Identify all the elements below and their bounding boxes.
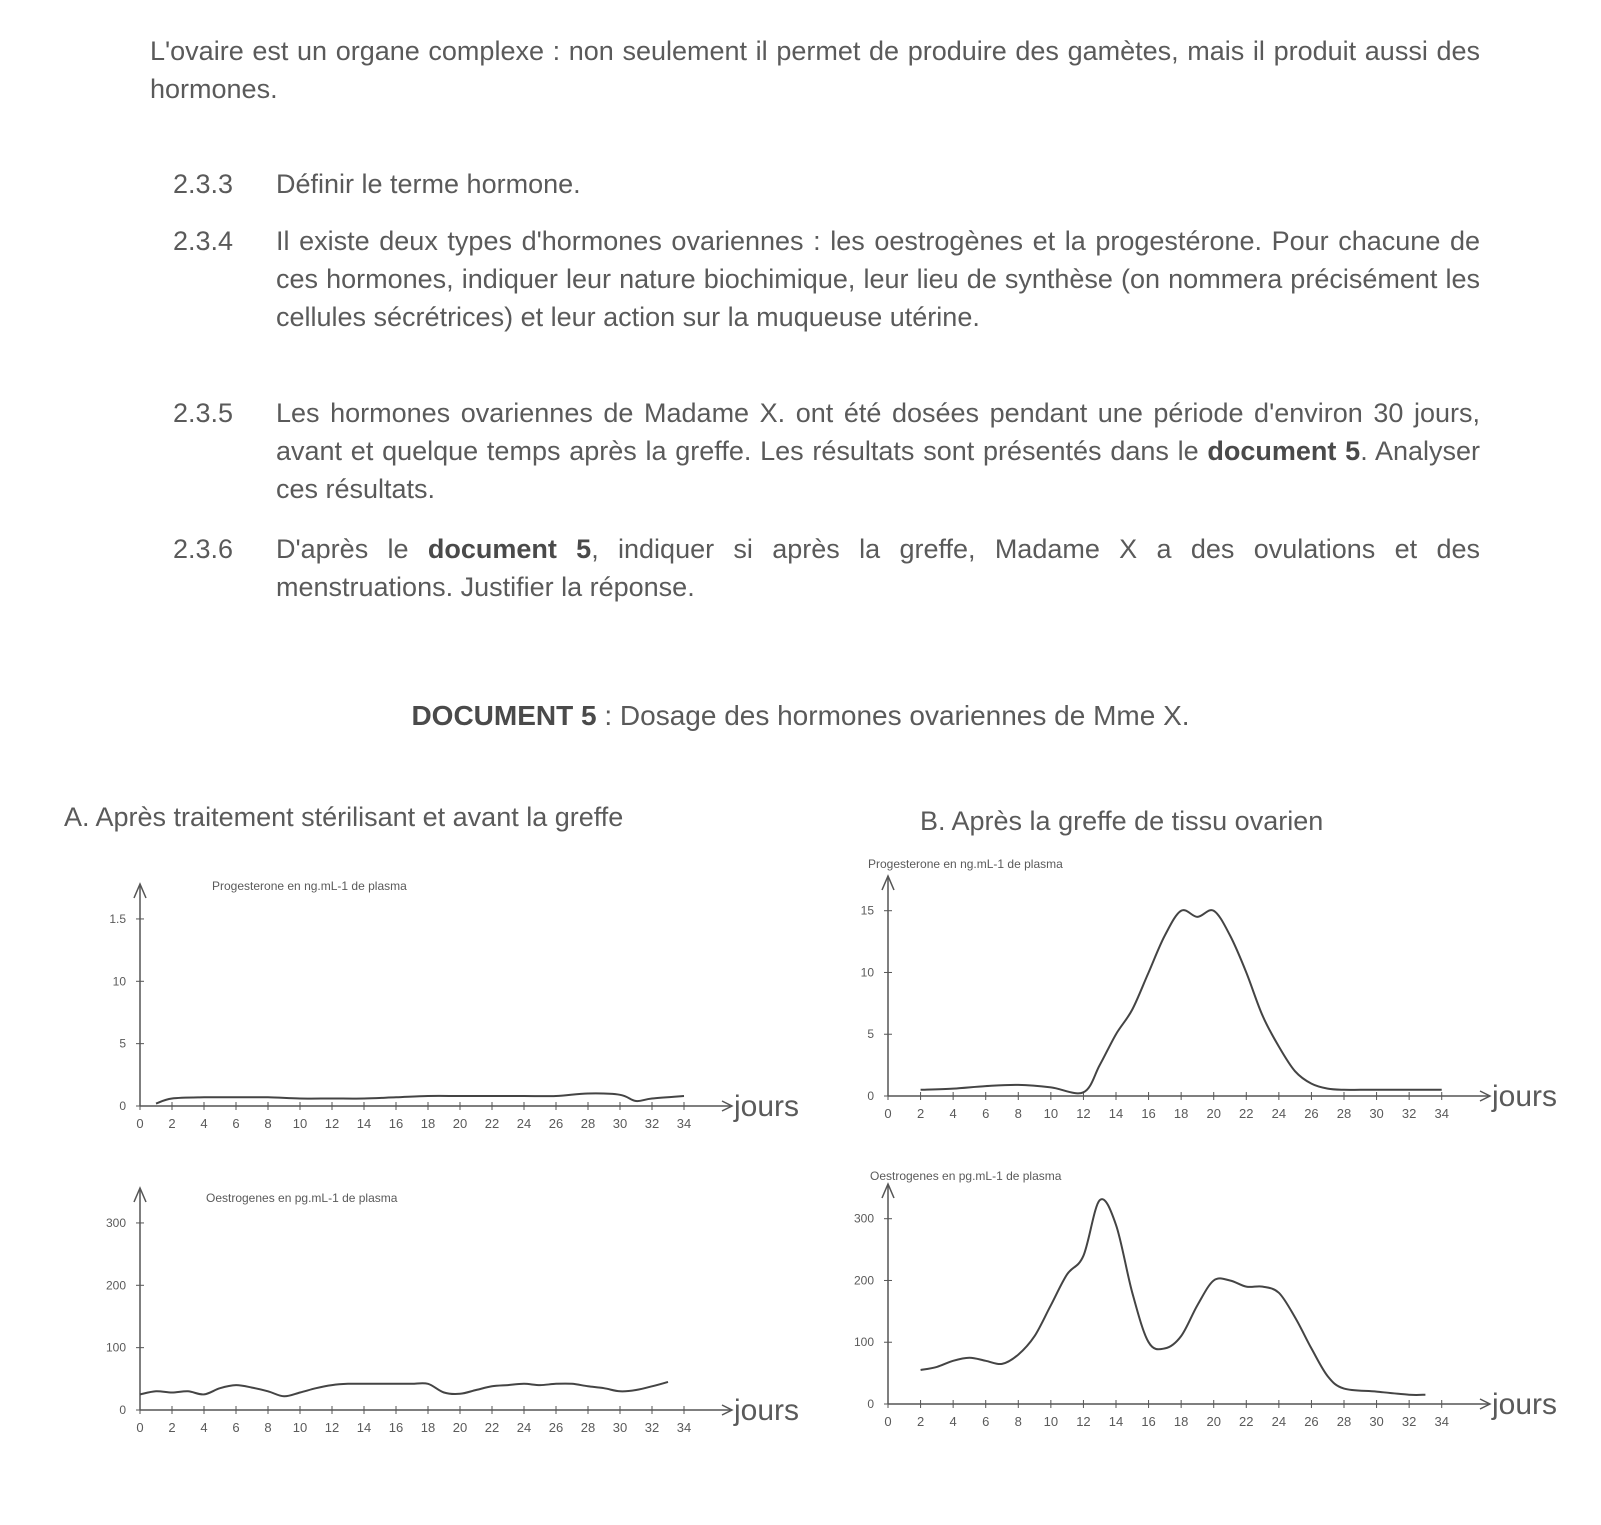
y-tick-label: 1.5 [109,911,126,926]
y-tick-label: 0 [119,1403,126,1417]
question-text: Il existe deux types d'hormones ovariennes : les oestrogènes et la progestérone. Pour chacune de ces hormones, indiquer leur nature biochimique, leur lieu de synthèse (on nommera précisément les cellules sécrétrices) et leur action sur la muqueuse utérine. [276,226,1480,332]
y-tick-label: 100 [105,1340,126,1355]
x-tick-label: 0 [136,1116,144,1131]
y-axis-label: Progesterone en ng.mL-1 de plasma [212,879,407,893]
x-tick-label: 22 [484,1116,500,1131]
y-tick-label: 100 [853,1335,874,1350]
x-tick-label: 24 [1271,1414,1287,1429]
data-line [921,910,1442,1093]
x-tick-label: 18 [420,1116,436,1131]
x-tick-label: 32 [1401,1414,1417,1429]
chart-b-progesterone [840,848,1560,1148]
question-text: Les hormones ovariennes de Madame X. ont été dosées pendant une période d'environ 30 jours, avant et quelque temps après la greffe. Les résultats sont présentés dans le document 5. Analyser ces résultats. [276,398,1481,504]
x-tick-label: 6 [982,1106,990,1121]
x-tick-label: 18 [420,1420,436,1435]
x-tick-label: 20 [1206,1106,1221,1121]
y-tick-label: 10 [860,965,874,980]
y-tick-label: 0 [867,1089,874,1103]
x-tick-label: 24 [516,1116,532,1131]
x-tick-label: 30 [1369,1106,1384,1121]
x-tick-label: 10 [292,1420,308,1435]
x-tick-label: 8 [1014,1414,1022,1429]
x-tick-label: 4 [949,1106,957,1121]
question-2-3-3 [150,165,1480,203]
x-tick-label: 32 [644,1116,660,1131]
y-tick-label: 0 [867,1397,874,1411]
x-tick-label: 12 [324,1420,340,1435]
x-tick-label: 34 [1434,1414,1449,1429]
y-tick-label: 200 [853,1273,874,1288]
x-tick-label: 22 [1239,1414,1254,1429]
x-tick-label: 28 [1336,1106,1352,1121]
x-tick-label: 26 [1304,1106,1319,1121]
question-number: 2.3.4 [173,226,234,256]
y-axis-label: Oestrogenes en pg.mL-1 de plasma [206,1191,398,1205]
x-tick-label: 6 [232,1116,240,1131]
x-tick-label: 30 [1369,1414,1384,1429]
x-tick-label: 0 [136,1420,144,1435]
chart-a-progesterone [90,870,810,1150]
y-tick-label: 10 [112,974,126,989]
data-line [921,1199,1426,1395]
document-reference: document 5 [1207,436,1361,466]
y-tick-label: 200 [105,1278,126,1293]
x-tick-label: 8 [264,1420,272,1435]
x-tick-label: 28 [1336,1414,1352,1429]
x-tick-label: 16 [1141,1106,1156,1121]
x-tick-label: 16 [388,1420,404,1435]
x-tick-label: 26 [1304,1414,1319,1429]
data-line [156,1093,684,1103]
x-tick-label: 12 [1076,1414,1091,1429]
x-axis-label: jours [734,1090,800,1123]
chart-b-oestrogenes [840,1162,1560,1462]
x-tick-label: 26 [548,1116,564,1131]
x-tick-label: 30 [612,1420,628,1435]
question-2-3-5 [150,394,1480,508]
x-tick-label: 14 [356,1116,372,1131]
x-tick-label: 6 [232,1420,240,1435]
x-tick-label: 8 [1014,1106,1022,1121]
x-tick-label: 32 [1401,1106,1417,1121]
x-tick-label: 28 [580,1116,596,1131]
x-tick-label: 0 [884,1414,892,1429]
data-line [140,1382,668,1396]
question-number: 2.3.6 [173,534,234,564]
x-tick-label: 20 [452,1116,468,1131]
y-tick-label: 5 [867,1027,874,1042]
y-tick-label: 5 [119,1036,126,1051]
intro-paragraph: L'ovaire est un organe complexe : non seulement il permet de produire des gamètes, mais il produit aussi des hormones. [150,36,1480,104]
document-title [0,700,1601,732]
question-2-3-6 [150,530,1480,606]
y-axis-label: Oestrogenes en pg.mL-1 de plasma [870,1169,1062,1183]
panel-b-title: B. Après la greffe de tissu ovarien [920,806,1324,836]
document-reference: document 5 [427,534,592,564]
x-tick-label: 10 [1043,1106,1059,1121]
x-tick-label: 10 [1043,1414,1059,1429]
x-tick-label: 14 [1108,1414,1124,1429]
y-tick-label: 300 [105,1215,126,1230]
x-tick-label: 8 [264,1116,272,1131]
x-tick-label: 2 [916,1106,925,1121]
x-tick-label: 20 [452,1420,468,1435]
x-tick-label: 34 [676,1420,692,1435]
x-tick-label: 20 [1206,1414,1221,1429]
x-tick-label: 18 [1173,1414,1189,1429]
y-axis-label: Progesterone en ng.mL-1 de plasma [868,857,1063,871]
x-tick-label: 14 [1108,1106,1124,1121]
x-axis-label: jours [1492,1388,1558,1421]
x-tick-label: 0 [884,1106,892,1121]
x-tick-label: 2 [168,1420,176,1435]
x-tick-label: 18 [1173,1106,1189,1121]
x-tick-label: 22 [484,1420,500,1435]
x-tick-label: 2 [916,1414,925,1429]
y-tick-label: 0 [119,1099,126,1113]
x-tick-label: 4 [200,1116,208,1131]
x-tick-label: 24 [516,1420,532,1435]
y-tick-label: 15 [860,903,874,918]
x-tick-label: 14 [356,1420,372,1435]
panel-a-title: A. Après traitement stérilisant et avant la greffe [64,802,624,832]
x-tick-label: 10 [292,1116,308,1131]
x-tick-label: 32 [644,1420,660,1435]
x-tick-label: 2 [168,1116,176,1131]
x-tick-label: 16 [388,1116,404,1131]
x-tick-label: 34 [676,1116,692,1131]
x-tick-label: 16 [1141,1414,1156,1429]
question-text: D'après le document 5, indiquer si après la greffe, Madame X a des ovulations et des menstruations. Justifier la réponse. [276,534,1480,602]
x-tick-label: 6 [982,1414,990,1429]
document-caption: : Dosage des hormones ovariennes de Mme X. [596,700,1190,731]
question-text: Définir le terme hormone. [276,169,581,199]
question-number: 2.3.3 [173,169,234,199]
question-number: 2.3.5 [173,398,234,428]
x-tick-label: 12 [1076,1106,1091,1121]
x-axis-label: jours [1492,1080,1558,1113]
x-tick-label: 4 [949,1414,957,1429]
x-tick-label: 12 [324,1116,340,1131]
x-tick-label: 22 [1239,1106,1254,1121]
x-tick-label: 4 [200,1420,208,1435]
x-tick-label: 34 [1434,1106,1449,1121]
y-tick-label: 300 [853,1211,874,1226]
question-2-3-4 [150,222,1480,336]
chart-a-oestrogenes [90,1180,810,1460]
x-axis-label: jours [734,1394,800,1427]
x-tick-label: 30 [612,1116,628,1131]
x-tick-label: 28 [580,1420,596,1435]
x-tick-label: 24 [1271,1106,1287,1121]
document-label: DOCUMENT 5 [411,700,597,731]
x-tick-label: 26 [548,1420,564,1435]
